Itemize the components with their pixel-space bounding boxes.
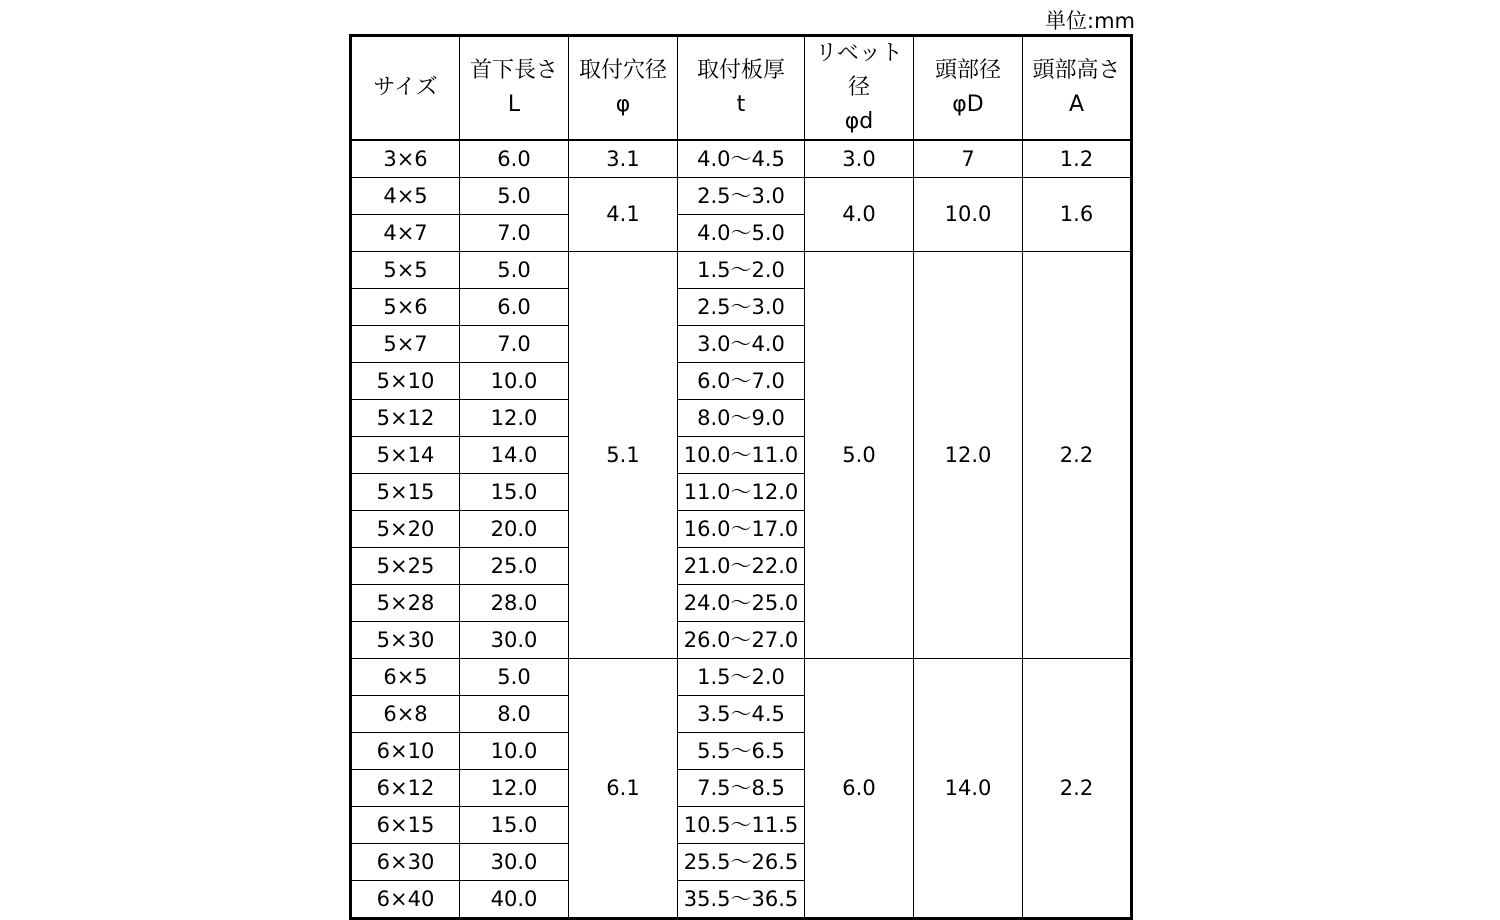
cell-hole-diameter: 4.1 — [569, 178, 678, 252]
cell-size: 5×30 — [351, 622, 460, 659]
cell-plate-thickness: 4.0～4.5 — [678, 140, 805, 178]
cell-length: 10.0 — [460, 363, 569, 400]
header-head-height: 頭部高さ A — [1023, 36, 1132, 141]
cell-rivet-diameter: 3.0 — [805, 140, 914, 178]
cell-plate-thickness: 1.5～2.0 — [678, 252, 805, 289]
cell-head-height: 2.2 — [1023, 252, 1132, 659]
cell-length: 20.0 — [460, 511, 569, 548]
cell-head-diameter: 14.0 — [914, 659, 1023, 919]
cell-length: 14.0 — [460, 437, 569, 474]
cell-size: 6×12 — [351, 770, 460, 807]
cell-head-height: 2.2 — [1023, 659, 1132, 919]
cell-size: 5×14 — [351, 437, 460, 474]
cell-length: 12.0 — [460, 770, 569, 807]
cell-length: 6.0 — [460, 140, 569, 178]
cell-size: 5×12 — [351, 400, 460, 437]
cell-head-diameter: 12.0 — [914, 252, 1023, 659]
header-head-diameter: 頭部径 φD — [914, 36, 1023, 141]
cell-plate-thickness: 3.5～4.5 — [678, 696, 805, 733]
cell-length: 12.0 — [460, 400, 569, 437]
cell-length: 5.0 — [460, 659, 569, 696]
unit-label: 単位:mm — [1045, 9, 1135, 33]
cell-length: 6.0 — [460, 289, 569, 326]
table-row — [351, 140, 1132, 178]
header-size: サイズ — [351, 36, 460, 141]
cell-size: 5×7 — [351, 326, 460, 363]
header-rivet-diameter: リベット径 φd — [805, 36, 914, 141]
cell-size: 5×15 — [351, 474, 460, 511]
cell-size: 5×5 — [351, 252, 460, 289]
cell-length: 30.0 — [460, 622, 569, 659]
cell-plate-thickness: 21.0～22.0 — [678, 548, 805, 585]
cell-size: 5×6 — [351, 289, 460, 326]
header-plate-thickness: 取付板厚 t — [678, 36, 805, 141]
header-length: 首下長さ L — [460, 36, 569, 141]
cell-hole-diameter: 3.1 — [569, 140, 678, 178]
cell-plate-thickness: 35.5～36.5 — [678, 881, 805, 919]
cell-head-height: 1.2 — [1023, 140, 1132, 178]
cell-length: 15.0 — [460, 807, 569, 844]
cell-plate-thickness: 25.5～26.5 — [678, 844, 805, 881]
cell-size: 6×40 — [351, 881, 460, 919]
cell-size: 5×25 — [351, 548, 460, 585]
cell-size: 4×7 — [351, 215, 460, 252]
cell-hole-diameter: 6.1 — [569, 659, 678, 919]
cell-plate-thickness: 3.0～4.0 — [678, 326, 805, 363]
header-hole-diameter: 取付穴径 φ — [569, 36, 678, 141]
cell-plate-thickness: 4.0～5.0 — [678, 215, 805, 252]
cell-rivet-diameter: 4.0 — [805, 178, 914, 252]
cell-plate-thickness: 6.0～7.0 — [678, 363, 805, 400]
cell-size: 6×8 — [351, 696, 460, 733]
cell-length: 28.0 — [460, 585, 569, 622]
rivet-spec-table — [349, 34, 1133, 920]
cell-length: 5.0 — [460, 252, 569, 289]
cell-plate-thickness: 26.0～27.0 — [678, 622, 805, 659]
cell-rivet-diameter: 5.0 — [805, 252, 914, 659]
cell-plate-thickness: 24.0～25.0 — [678, 585, 805, 622]
cell-size: 5×28 — [351, 585, 460, 622]
cell-hole-diameter: 5.1 — [569, 252, 678, 659]
cell-length: 5.0 — [460, 178, 569, 215]
cell-plate-thickness: 10.5～11.5 — [678, 807, 805, 844]
table-body — [351, 140, 1132, 919]
cell-plate-thickness: 2.5～3.0 — [678, 289, 805, 326]
cell-length: 25.0 — [460, 548, 569, 585]
header-row — [351, 36, 1132, 141]
cell-length: 30.0 — [460, 844, 569, 881]
cell-plate-thickness: 7.5～8.5 — [678, 770, 805, 807]
cell-size: 6×5 — [351, 659, 460, 696]
cell-plate-thickness: 8.0～9.0 — [678, 400, 805, 437]
cell-plate-thickness: 10.0～11.0 — [678, 437, 805, 474]
cell-head-diameter: 10.0 — [914, 178, 1023, 252]
cell-size: 3×6 — [351, 140, 460, 178]
cell-size: 4×5 — [351, 178, 460, 215]
cell-plate-thickness: 5.5～6.5 — [678, 733, 805, 770]
cell-length: 7.0 — [460, 326, 569, 363]
cell-head-diameter: 7 — [914, 140, 1023, 178]
cell-plate-thickness: 1.5～2.0 — [678, 659, 805, 696]
cell-size: 6×10 — [351, 733, 460, 770]
table-row — [351, 252, 1132, 289]
cell-length: 7.0 — [460, 215, 569, 252]
cell-size: 5×20 — [351, 511, 460, 548]
cell-size: 6×15 — [351, 807, 460, 844]
cell-head-height: 1.6 — [1023, 178, 1132, 252]
cell-length: 40.0 — [460, 881, 569, 919]
cell-size: 6×30 — [351, 844, 460, 881]
cell-plate-thickness: 2.5～3.0 — [678, 178, 805, 215]
table-row — [351, 178, 1132, 215]
cell-plate-thickness: 11.0～12.0 — [678, 474, 805, 511]
cell-length: 15.0 — [460, 474, 569, 511]
cell-length: 10.0 — [460, 733, 569, 770]
cell-size: 5×10 — [351, 363, 460, 400]
table-row — [351, 659, 1132, 696]
cell-plate-thickness: 16.0～17.0 — [678, 511, 805, 548]
cell-rivet-diameter: 6.0 — [805, 659, 914, 919]
table-header — [351, 36, 1132, 141]
cell-length: 8.0 — [460, 696, 569, 733]
